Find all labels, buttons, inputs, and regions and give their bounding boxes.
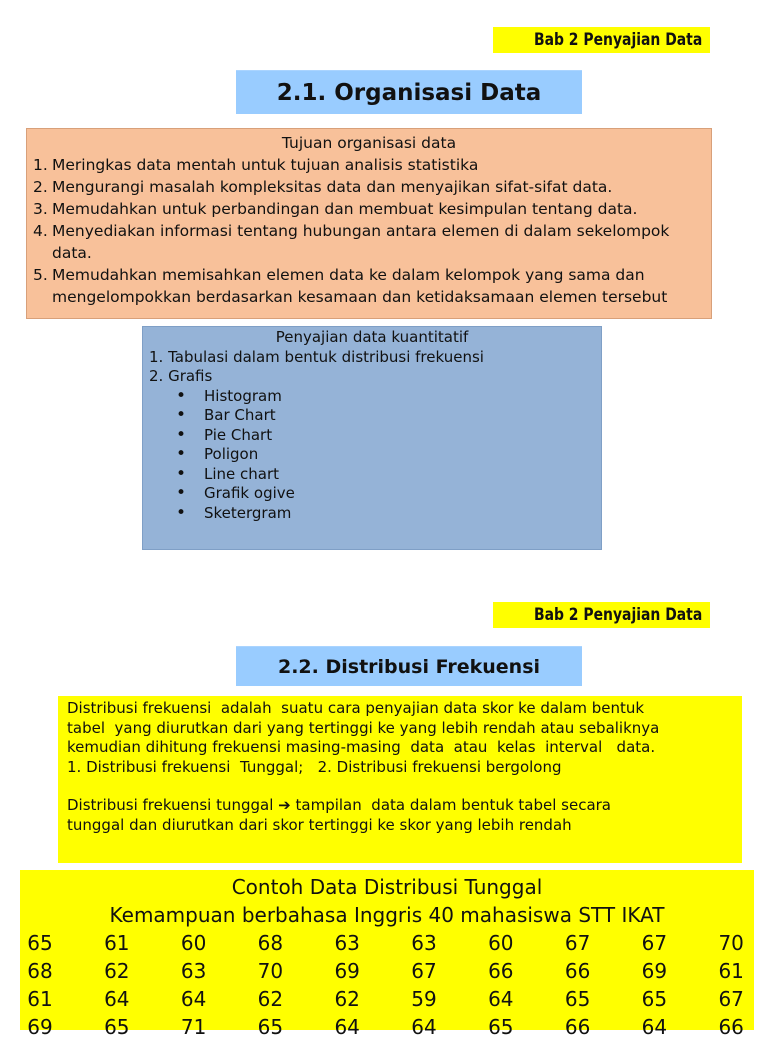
purpose-heading: Tujuan organisasi data (281, 134, 457, 152)
list-item: 3. Memudahkan untuk perbandingan dan membuat kesimpulan tentang data. (33, 200, 638, 218)
table-cell: 65 (257, 1015, 284, 1039)
data-grid (20, 929, 754, 1041)
table-cell: 62 (334, 987, 360, 1011)
example-subtitle: Kemampuan berbahasa Inggris 40 mahasiswa STT IKAT (109, 903, 665, 927)
quantitative-heading: Penyajian data kuantitatif (275, 328, 469, 346)
table-cell: 61 (718, 959, 744, 983)
table-cell: 65 (104, 1015, 130, 1039)
table-cell: 62 (104, 959, 130, 983)
single-definition-line: tunggal dan diurutkan dari skor tertinggi ke skor yang lebih rendah (67, 815, 572, 834)
list-item: 2. Mengurangi masalah kompleksitas data dan menyajikan sifat-sifat data. (33, 178, 613, 196)
table-cell: 60 (180, 931, 207, 955)
table-cell: 67 (411, 959, 437, 983)
table-cell: 64 (104, 987, 130, 1011)
table-cell: 64 (411, 1015, 437, 1039)
arrow-right-icon: ➔ (278, 796, 291, 814)
list-item: 2. Grafis (149, 367, 213, 385)
table-row (20, 985, 754, 1013)
list-item: • Sketergram (176, 504, 595, 524)
table-cell: 64 (180, 987, 207, 1011)
section-title: 2.1. Organisasi Data (236, 70, 582, 114)
table-cell: 69 (641, 959, 668, 983)
table-cell: 64 (641, 1015, 668, 1039)
quantitative-box (142, 326, 602, 550)
example-data-box (20, 870, 754, 1039)
table-cell: 66 (488, 959, 514, 983)
list-item: • Pie Chart (176, 426, 595, 446)
single-definition: Distribusi frekuensi tunggal ➔ tampilan data dalam bentuk tabel secara (67, 796, 612, 814)
table-cell: 65 (27, 931, 53, 955)
list-item: • Histogram (176, 387, 595, 407)
table-cell: 64 (488, 987, 514, 1011)
table-cell: 66 (564, 959, 591, 983)
table-cell: 69 (334, 959, 360, 983)
list-item: • Line chart (176, 465, 595, 485)
list-item: 1. Meringkas data mentah untuk tujuan analisis statistika (33, 156, 479, 174)
table-cell: 65 (564, 987, 591, 1011)
table-cell: 67 (564, 931, 591, 955)
list-item: 5. Memudahkan memisahkan elemen data ke dalam kelompok yang sama dan mengelompokkan berdasarkan kesamaan dan ketidaksamaan elemen tersebut (33, 266, 668, 306)
table-cell: 61 (104, 931, 130, 955)
table-row (20, 957, 754, 985)
table-cell: 69 (27, 1015, 53, 1039)
table-cell: 65 (641, 987, 668, 1011)
chapter-tag: Bab 2 Penyajian Data (493, 27, 710, 53)
list-item: • Bar Chart (176, 406, 595, 426)
table-cell: 62 (257, 987, 284, 1011)
table-cell: 68 (257, 931, 284, 955)
definition-box (58, 696, 742, 863)
list-item: • Grafik ogive (176, 484, 595, 504)
table-cell: 59 (411, 987, 437, 1011)
table-row (20, 1013, 754, 1041)
table-cell: 66 (564, 1015, 591, 1039)
table-cell: 61 (27, 987, 53, 1011)
definition-line: kemudian dihitung frekuensi masing-masing data atau kelas interval data. (67, 738, 656, 756)
list-item: • Poligon (176, 445, 595, 465)
definition-line: tabel yang diurutkan dari yang tertinggi ke yang lebih rendah atau sebaliknya (67, 718, 660, 737)
table-cell: 67 (718, 987, 744, 1011)
table-row (20, 929, 754, 957)
purpose-list (33, 154, 705, 308)
table-cell: 60 (488, 931, 514, 955)
purpose-box (26, 128, 712, 319)
chapter-tag: Bab 2 Penyajian Data (493, 602, 710, 628)
table-cell: 63 (411, 931, 437, 955)
definition-line: 1. Distribusi frekuensi Tunggal; 2. Distribusi frekuensi bergolong (67, 757, 562, 776)
list-item: 4. Menyediakan informasi tentang hubungan antara elemen di dalam sekelompok data. (33, 222, 670, 262)
table-cell: 65 (488, 1015, 514, 1039)
list-item: 1. Tabulasi dalam bentuk distribusi frekuensi (149, 347, 484, 366)
table-cell: 67 (641, 931, 668, 955)
section-title: 2.2. Distribusi Frekuensi (236, 646, 582, 686)
table-cell: 66 (718, 1015, 744, 1039)
table-cell: 70 (257, 959, 284, 983)
definition-line: Distribusi frekuensi adalah suatu cara penyajian data skor ke dalam bentuk (67, 699, 645, 717)
table-cell: 71 (180, 1015, 207, 1039)
table-cell: 68 (27, 959, 53, 983)
table-cell: 63 (180, 959, 207, 983)
table-cell: 70 (718, 931, 744, 955)
table-cell: 64 (334, 1015, 360, 1039)
example-title: Contoh Data Distribusi Tunggal (231, 875, 543, 899)
chart-types-list (149, 387, 595, 524)
table-cell: 63 (334, 931, 360, 955)
